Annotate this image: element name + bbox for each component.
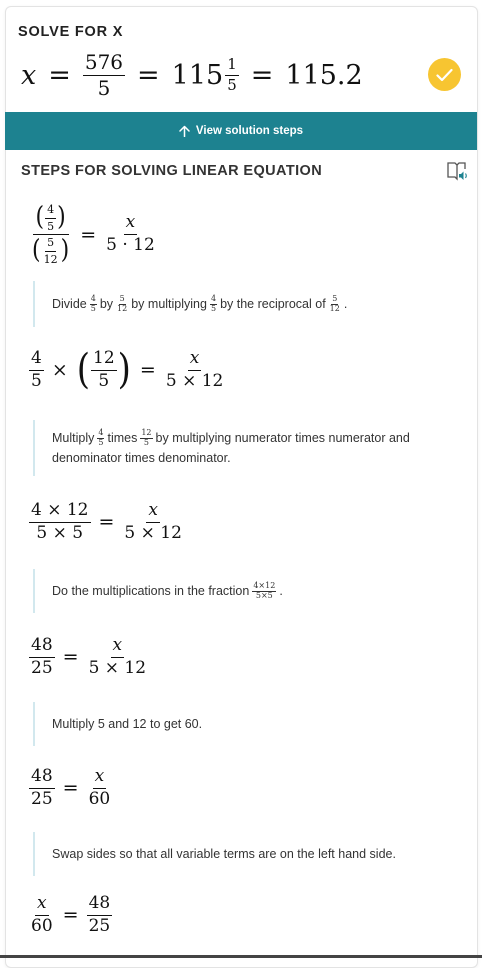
inline-frac-den: 5 (210, 303, 217, 313)
answer-mixed-whole: 115 (171, 59, 224, 91)
explanation-text: . (343, 297, 348, 311)
view-solution-steps-label: View solution steps (195, 125, 304, 137)
rhs-denominator: 5 × 12 (88, 657, 147, 678)
immersive-reader-icon[interactable] (445, 160, 469, 182)
steps-heading: STEPS FOR SOLVING LINEAR EQUATION (21, 163, 323, 179)
lhs-denominator: 25 (31, 788, 53, 809)
step-2-equation: $\frac{4}{5}$ × ( $\frac{12}{5}$ ) = $\frac{x}{5 \times 12}$ (31, 346, 224, 395)
explanation-text: times (107, 431, 138, 445)
rhs-numerator: x (146, 502, 160, 523)
equals-sign: = (137, 59, 160, 91)
inline-frac-num: 5 (332, 294, 338, 304)
inline-frac-den: 12 (117, 303, 128, 313)
explanation-text: Multiply 5 and 12 to get 60. (52, 717, 203, 731)
frac-denominator: 12 (43, 252, 58, 266)
solution-card (5, 6, 478, 968)
rhs-denominator: 5 × 12 (165, 370, 224, 391)
frac-numerator: 4 (29, 350, 44, 371)
lhs-numerator: 48 (29, 637, 55, 658)
step-4-explanation (33, 702, 202, 746)
step-3-explanation (33, 569, 283, 613)
explanation-text: by the reciprocal of (220, 297, 326, 311)
inline-frac-den: 5×5 (255, 590, 273, 600)
lhs-numerator: 4 × 12 (29, 502, 91, 523)
answer-mixed-numerator: 1 (225, 57, 239, 76)
arrow-up-icon (179, 125, 190, 137)
rhs-numerator: x (111, 637, 125, 658)
explanation-text: Multiply (52, 431, 95, 445)
answer-variable: x (21, 59, 37, 91)
lhs-numerator: 48 (29, 768, 55, 789)
explanation-text: Divide (52, 297, 87, 311)
equals-sign: = (48, 59, 71, 91)
step-5-equation: $\frac{48}{25}$ = $\frac{x}{60}$ (31, 766, 111, 809)
rhs-numerator: x (188, 350, 202, 371)
step-5-explanation (33, 832, 396, 876)
lhs-denominator: 5 × 5 (36, 522, 84, 543)
answer-fraction-numerator: 576 (84, 49, 124, 74)
check-icon (428, 58, 461, 91)
inline-frac-num: 4 (210, 294, 217, 304)
inline-frac-den: 12 (329, 303, 340, 313)
rhs-numerator: x (93, 768, 107, 789)
frac-denominator: 5 (98, 370, 110, 391)
rhs-denominator: 25 (88, 915, 111, 936)
frac-numerator: 5 (45, 237, 56, 252)
rhs-denominator: 5 · 12 (106, 235, 155, 256)
frac-denominator: 5 (47, 219, 55, 233)
step-4-equation: $\frac{48}{25}$ = $\frac{x}{5 \times 12}$ (31, 635, 147, 678)
explanation-text: denominator times denominator. (52, 451, 231, 465)
inline-frac-den: 5 (98, 437, 104, 447)
rhs-denominator: 5 × 12 (124, 522, 182, 543)
inline-frac-num: 4×12 (253, 581, 276, 591)
answer-mixed-denominator: 5 (227, 75, 237, 94)
frac-denominator: 5 (31, 370, 42, 391)
rhs-numerator: x (124, 214, 138, 235)
lhs-denominator: 25 (31, 657, 53, 678)
answer-fraction (83, 49, 125, 100)
lhs-numerator: x (35, 895, 49, 916)
rhs-denominator: 60 (88, 788, 111, 809)
inline-frac-num: 4 (90, 294, 96, 304)
answer-decimal: 115.2 (285, 59, 363, 91)
rhs-numerator: 48 (87, 895, 113, 916)
step-6-equation: $\frac{x}{60}$ = $\frac{48}{25}$ (31, 893, 111, 936)
inline-frac-num: 12 (141, 428, 152, 438)
view-solution-steps-button[interactable] (5, 112, 477, 150)
answer-mixed-fraction (225, 54, 239, 94)
explanation-text: Do the multiplications in the fraction (52, 584, 250, 598)
frac-numerator: 4 (45, 204, 56, 219)
step-1-complex-fraction: ( $\frac{4}{5}$ ) ( $\frac{5}{12}$ ) (32, 202, 70, 266)
step-1-explanation (33, 281, 347, 327)
explanation-text: by multiplying (131, 297, 207, 311)
explanation-text: by multiplying numerator times numerator and (155, 431, 410, 445)
answer-equation (21, 50, 363, 100)
answer-fraction-denominator: 5 (97, 75, 111, 100)
explanation-text: . (279, 584, 283, 598)
inline-frac-num: 4 (98, 428, 104, 438)
step-3-equation: $\frac{4 \times 12}{5 \times 5}$ = $\frac{x}{5 \times 12}$ (31, 500, 182, 543)
inline-frac-den: 5 (143, 437, 149, 447)
lhs-denominator: 60 (31, 915, 53, 936)
frac-numerator: 12 (91, 350, 117, 371)
step-1-equation: ( $\frac{4}{5}$ ) ( $\frac{5}{12}$ ) = $\frac{x}{5 \cdot 12}$ (29, 204, 157, 265)
explanation-text: by (99, 297, 114, 311)
equals-sign: = (250, 59, 274, 91)
explanation-text: Swap sides so that all variable terms are on the left hand side. (52, 847, 396, 861)
solve-title: SOLVE FOR X (18, 24, 124, 40)
inline-frac-num: 5 (119, 294, 125, 304)
step-2-explanation (33, 420, 410, 476)
inline-frac-den: 5 (90, 303, 96, 313)
